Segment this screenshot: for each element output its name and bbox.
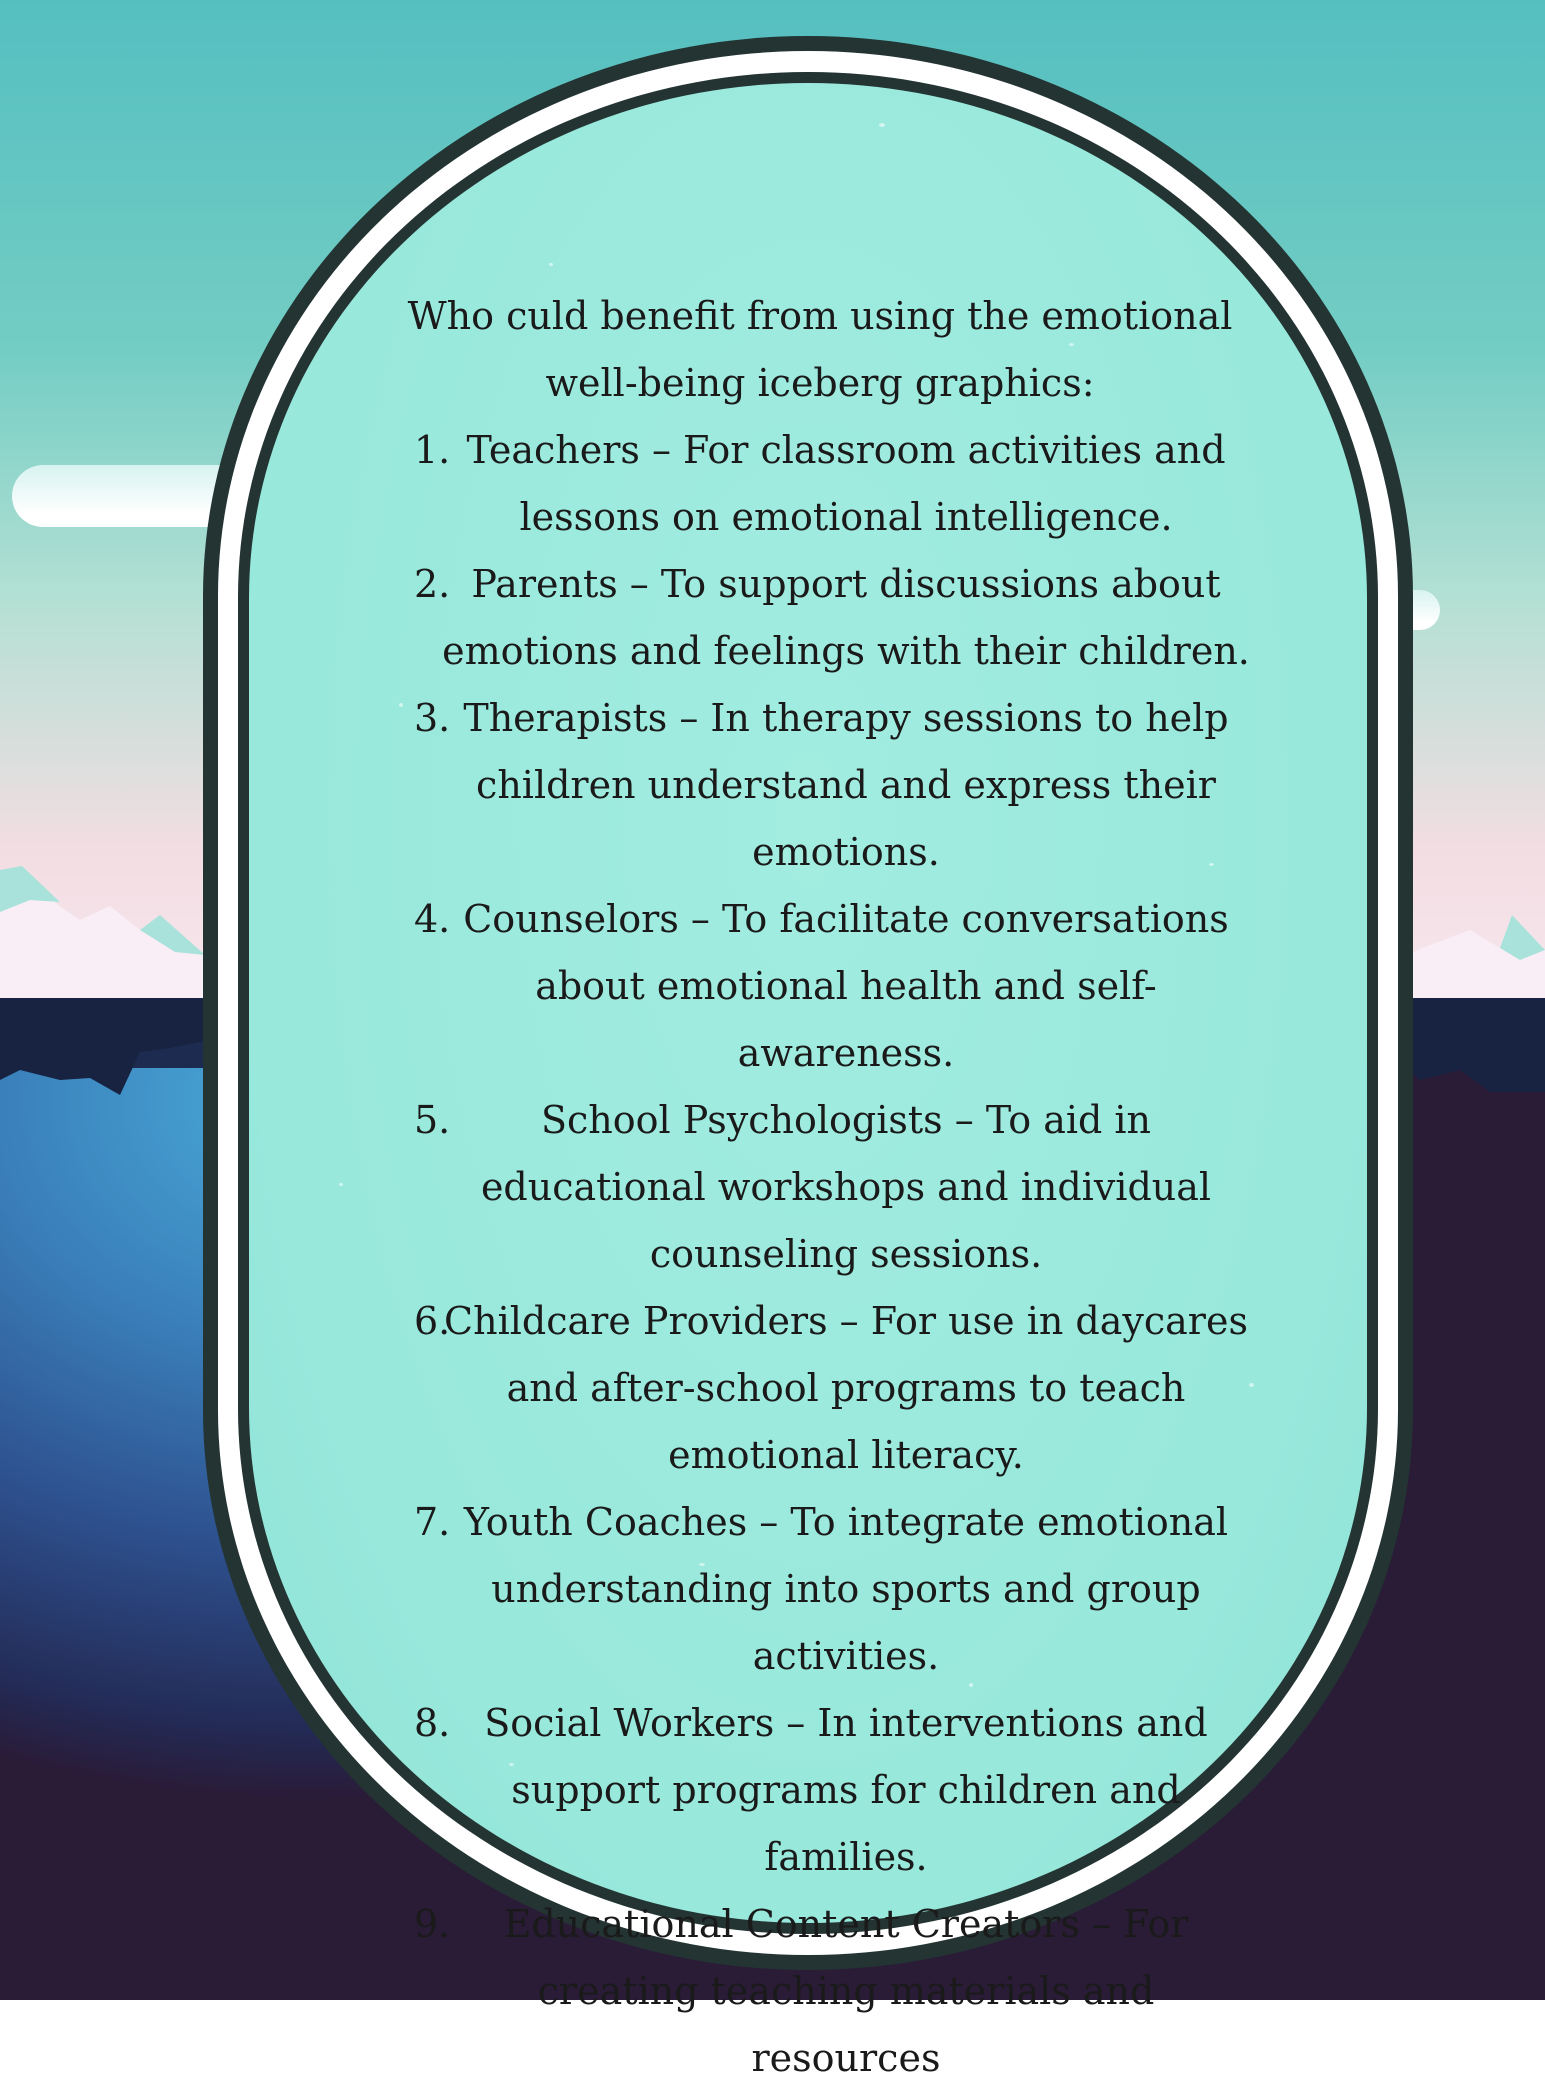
list-text: Social Workers – In interventions and support programs for children and families. (484, 1701, 1208, 1879)
list-item (390, 1288, 1250, 1489)
list-item (390, 1087, 1250, 1288)
list-item (390, 886, 1250, 1087)
list-number: 4. (414, 897, 451, 941)
list-text: Educational Content Creators – For creating teaching materials and resources (503, 1902, 1189, 2080)
list-number: 5. (414, 1098, 451, 1142)
list-item (390, 685, 1250, 886)
iceberg-left-submerged (0, 998, 210, 1095)
content (390, 283, 1250, 2092)
list-text: School Psychologists – To aid in educational workshops and individual counseling sessions. (480, 1098, 1212, 1276)
speckle (339, 1183, 343, 1186)
audience-list (390, 417, 1250, 2092)
iceberg-right-submerged (1395, 998, 1545, 1092)
list-text: Therapists – In therapy sessions to help children understand and express their emotions. (463, 696, 1229, 874)
list-number: 3. (414, 696, 451, 740)
list-number: 7. (414, 1500, 451, 1544)
list-text: Teachers – For classroom activities and lessons on emotional intelligence. (466, 428, 1226, 539)
list-item (390, 1891, 1250, 2092)
speckle (879, 123, 885, 127)
list-number: 8. (414, 1701, 451, 1745)
list-item (390, 1690, 1250, 1891)
list-item (390, 417, 1250, 551)
list-item (390, 551, 1250, 685)
list-number: 9. (414, 1902, 451, 1946)
heading: Who culd benefit from using the emotional well-being iceberg graphics: (407, 294, 1233, 405)
list-number: 2. (414, 562, 451, 606)
list-text: Parents – To support discussions about emotions and feelings with their children. (442, 562, 1250, 673)
list-number: 6. (414, 1299, 451, 1343)
list-text: Childcare Providers – For use in daycares and after-school programs to teach emotional literacy. (444, 1299, 1248, 1477)
speckle (549, 263, 553, 266)
list-text: Counselors – To facilitate conversations about emotional health and self-awareness. (463, 897, 1229, 1075)
list-number: 1. (414, 428, 451, 472)
list-text: Youth Coaches – To integrate emotional understanding into sports and group activities. (463, 1500, 1229, 1678)
list-item (390, 1489, 1250, 1690)
